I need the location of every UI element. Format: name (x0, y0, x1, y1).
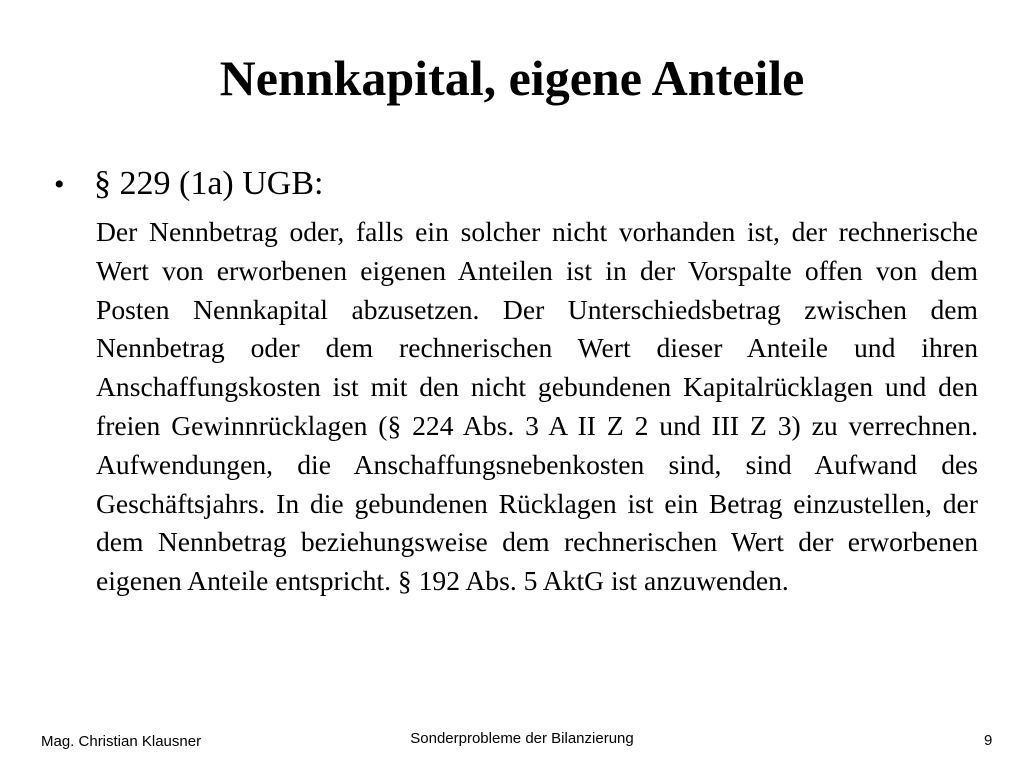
bullet-paragraph: Der Nennbetrag oder, falls ein solcher nicht vorhanden ist, der rechnerische Wert von erworbenen eigenen Anteilen ist in der Vorspalte offen von dem Posten Nennkapital abzusetzen. Der Unterschiedsbetrag zwischen dem Nennbetrag oder dem rechnerischen Wert dieser Anteile und ihren Anschaffungskosten ist mit den nicht gebundenen Kapitalrücklagen und den freien Gewinnrücklagen (§ 224 Abs. 3 A II Z 2 und III Z 3) zu verrechnen. Aufwendungen, die Anschaffungsnebenkosten sind, sind Aufwand des Geschäftsjahrs. In die gebundenen Rücklagen ist ein Betrag einzustellen, der dem Nennbetrag beziehungsweise dem rechnerischen Wert der erworbenen eigenen Anteile entspricht. § 192 Abs. 5 AktG ist anzuwenden. (96, 216, 978, 597)
bullet-marker: • (54, 168, 65, 201)
footer-page-number: 9 (984, 732, 993, 749)
bullet-item (54, 164, 323, 205)
bullet-heading: § 229 (1a) UGB: (94, 165, 324, 202)
slide-title: Nennkapital, eigene Anteile (219, 50, 805, 106)
footer-topic: Sonderprobleme der Bilanzierung (410, 730, 634, 747)
footer-author: Mag. Christian Klausner (41, 733, 202, 750)
